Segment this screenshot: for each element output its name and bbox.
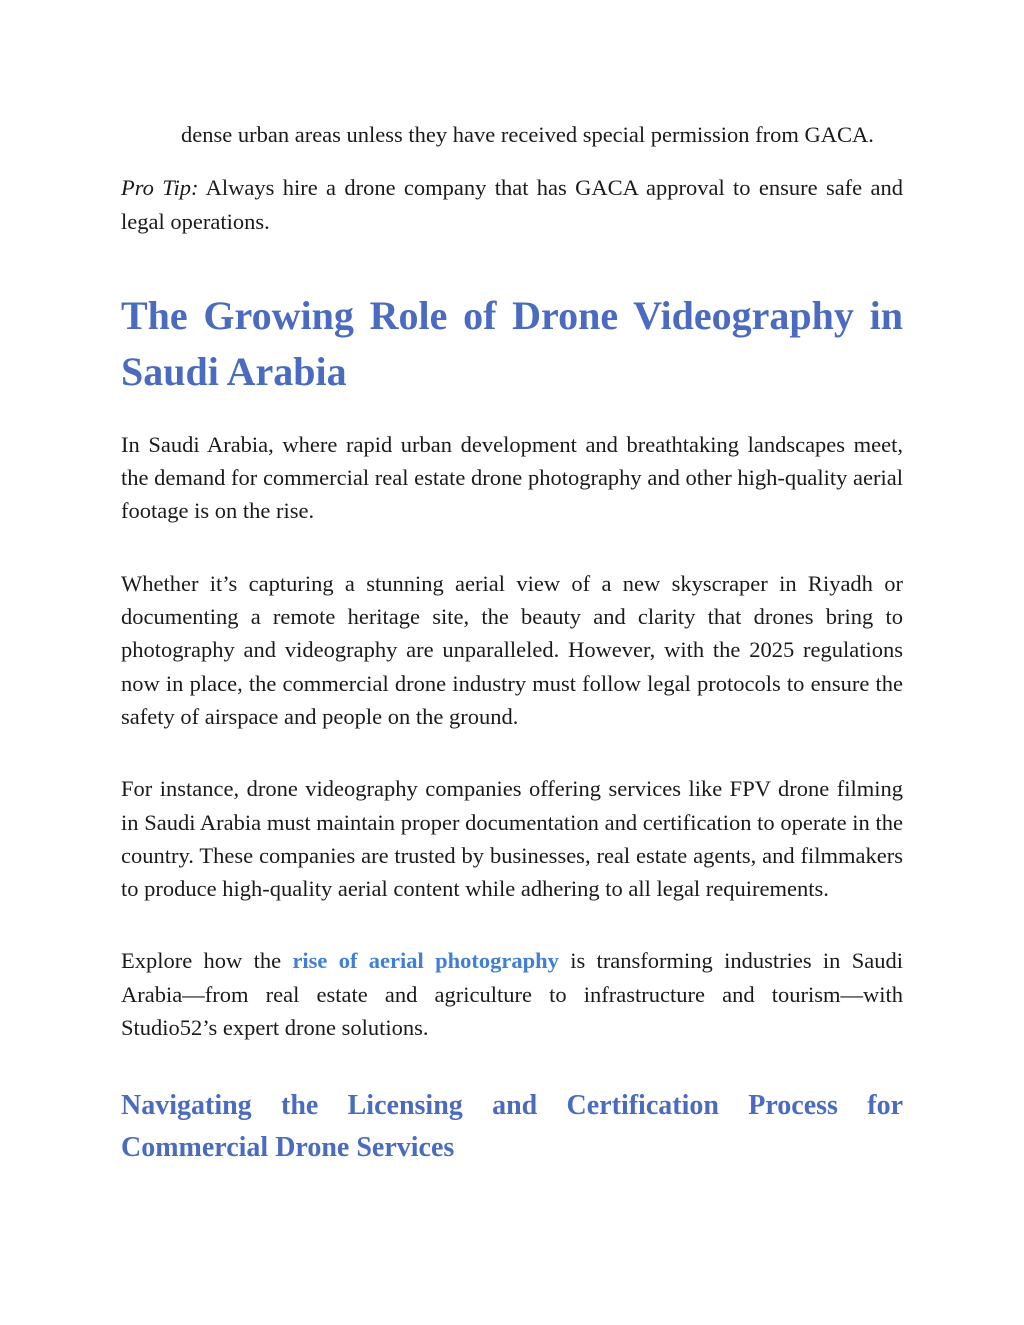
pro-tip-label: Pro Tip:: [121, 175, 199, 201]
paragraph-intro: In Saudi Arabia, where rapid urban development and breathtaking landscapes meet, the demand for commercial real estate drone photography and other high-quality aerial footage is on the rise.: [121, 431, 903, 524]
aerial-photography-link[interactable]: rise of aerial photography: [292, 948, 559, 974]
explore-text-before: Explore how the: [121, 948, 293, 974]
document-page: [121, 118, 903, 1169]
paragraph-instance: For instance, drone videography companies offering services like FPV drone filming in Saudi Arabia must maintain proper documentation and certification to operate in the country. These companies are trusted by businesses, real estate agents, and filmmakers to produce high-quality aerial content while adhering to all legal requirements.: [121, 776, 903, 902]
subsection-heading: Navigating the Licensing and Certification Process for Commercial Drone Services: [121, 1090, 903, 1164]
pro-tip-text: Always hire a drone company that has GACA approval to ensure safe and legal operations.: [121, 175, 903, 234]
list-item-continuation: dense urban areas unless they have received special permission from GACA.: [181, 122, 874, 147]
pro-tip: [121, 171, 903, 238]
section-heading: The Growing Role of Drone Videography in Saudi Arabia: [121, 292, 903, 394]
paragraph-explore: [121, 944, 903, 1044]
paragraph-capturing: Whether it’s capturing a stunning aerial view of a new skyscraper in Riyadh or documenting a remote heritage site, the beauty and clarity that drones bring to photography and videography are unparalleled. However, with the 2025 regulations now in place, the commercial drone industry must follow legal protocols to ensure the safety of airspace and people on the ground.: [121, 570, 903, 729]
explore-text-after: is transforming industries in Saudi Arabia—from real estate and agriculture to infrastructure and tourism—with Studio52’s expert drone solutions.: [121, 948, 904, 1041]
